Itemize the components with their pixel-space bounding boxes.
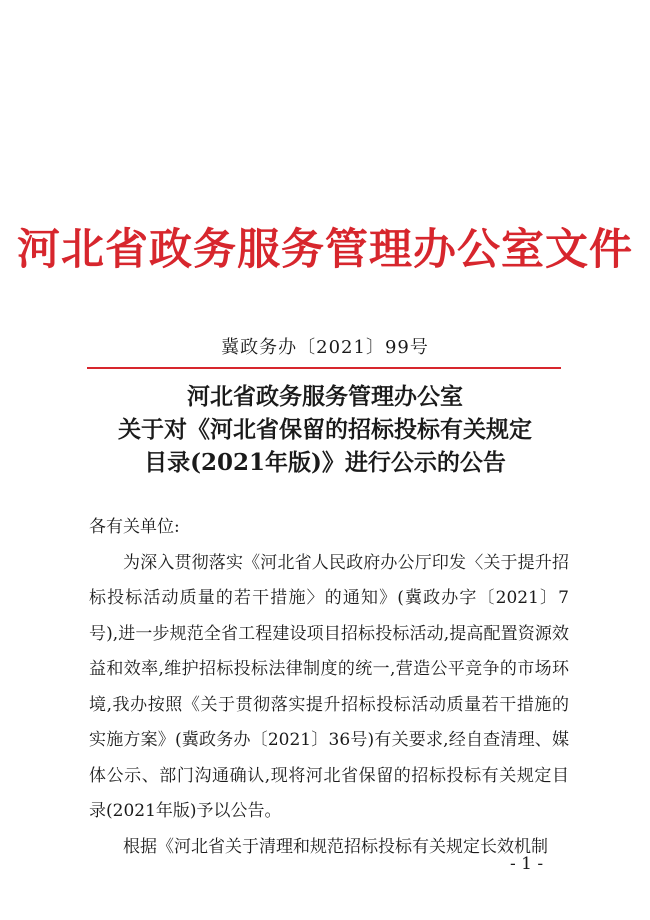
page-number: - 1 -	[510, 854, 544, 874]
masthead-title: 河北省政务服务管理办公室文件	[17, 225, 633, 275]
salutation: 各有关单位:	[89, 517, 180, 537]
red-divider-line	[87, 367, 561, 369]
body-paragraph: 根据《河北省关于清理和规范招标投标有关规定长效机制	[123, 836, 548, 857]
title-line: 目录(2021年版)》进行公示的公告	[144, 449, 506, 476]
title-line: 关于对《河北省保留的招标投标有关规定	[118, 416, 532, 443]
title-line: 河北省政务服务管理办公室	[187, 383, 463, 410]
document-title	[0, 380, 650, 479]
body-paragraph: 为深入贯彻落实《河北省人民政府办公厅印发〈关于提升招标投标活动质量的若干措施〉的通知》(冀政办字〔2021〕7号),进一步规范全省工程建设项目招标投标活动,提高配置资源效益和效率,维护招标投标法律制度的统一,营造公平竞争的市场环境,我办按照《关于贯彻落实提升招标投标活动质量若干措施的实施方案》(冀政务办〔2021〕36号)有关要求,经自查清理、媒体公示、部门沟通确认,现将河北省保留的招标投标有关规定目录(2021年版)予以公告。	[89, 552, 569, 821]
document-number: 冀政务办〔2021〕99号	[221, 337, 429, 358]
document-body	[89, 510, 569, 865]
